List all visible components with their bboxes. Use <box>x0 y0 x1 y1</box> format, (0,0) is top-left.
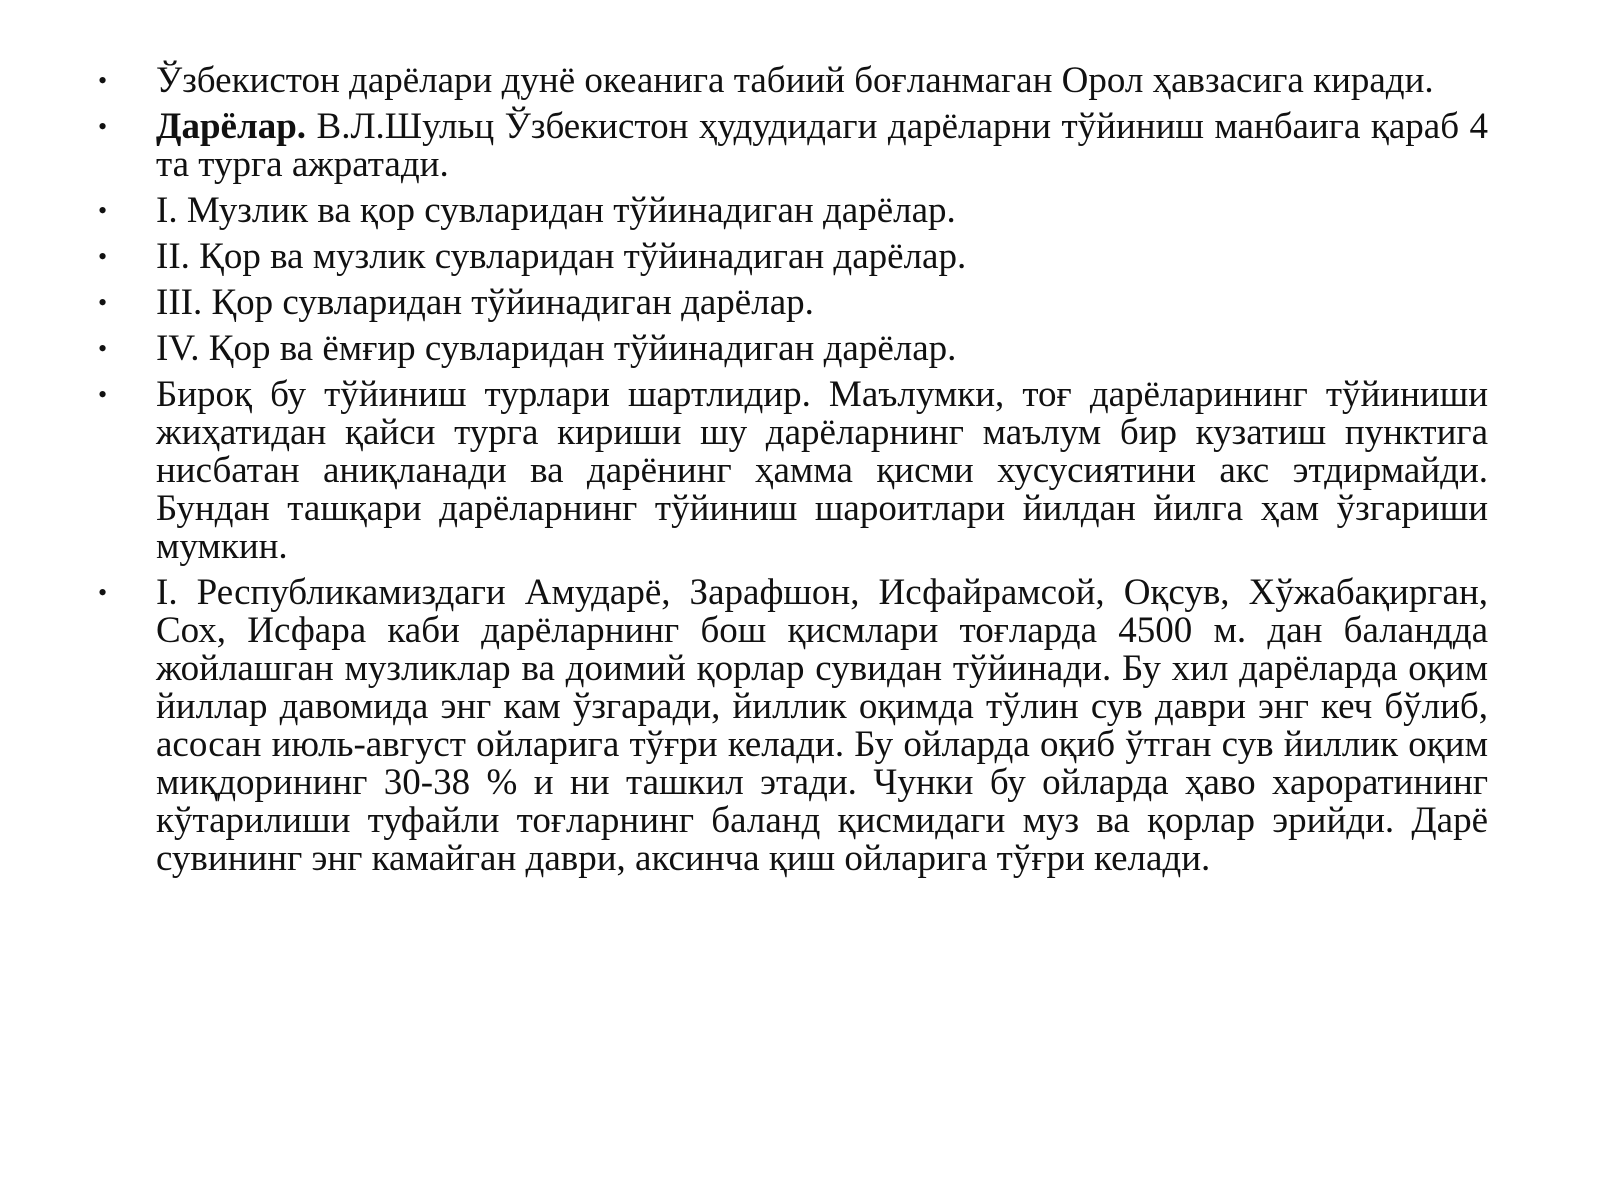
list-item-body: Ўзбекистон дарёлари дунё океанига табиий боғланмаган Орол ҳавзасига киради. <box>156 60 1434 101</box>
bullet-icon: • <box>98 112 108 141</box>
list-item <box>98 62 1488 100</box>
bullet-icon: • <box>98 196 108 225</box>
list-item-text <box>156 376 1488 566</box>
list-item <box>98 192 1488 230</box>
list-item <box>98 574 1488 878</box>
list-item <box>98 330 1488 368</box>
bullet-icon: • <box>98 66 108 95</box>
bullet-list <box>98 62 1488 878</box>
list-item <box>98 376 1488 566</box>
list-item-text <box>156 330 1488 368</box>
list-item-text <box>156 284 1488 322</box>
list-item-lead: Дарёлар. <box>156 106 307 147</box>
list-item-text <box>156 108 1488 184</box>
bullet-icon: • <box>98 578 108 607</box>
bullet-icon: • <box>98 242 108 271</box>
list-item-body: IV. Қор ва ёмғир сувларидан тўйинадиган дарёлар. <box>156 328 957 369</box>
list-item-body: II. Қор ва музлик сувларидан тўйинадиган дарёлар. <box>156 236 967 277</box>
list-item-body: Бироқ бу тўйиниш турлари шартлидир. Маълумки, тоғ дарёларининг тўйиниши жиҳатидан қайси турга кириши шу дарёларнинг маълум бир кузатиш пунктига нисбатан аниқланади ва дарёнинг ҳамма қисми хусусиятини акс этдирмайди. Бундан ташқари дарёларнинг тўйиниш шароитлари йилдан йилга ҳам ўзгариши мумкин. <box>156 374 1488 567</box>
list-item-body: III. Қор сувларидан тўйинадиган дарёлар. <box>156 282 814 323</box>
list-item <box>98 108 1488 184</box>
bullet-icon: • <box>98 334 108 363</box>
list-item <box>98 284 1488 322</box>
list-item-text <box>156 574 1488 878</box>
list-item-text <box>156 62 1488 100</box>
list-item <box>98 238 1488 276</box>
list-item-text <box>156 238 1488 276</box>
list-item-body: I. Республикамиздаги Амударё, Зарафшон, Исфайрамсой, Оқсув, Хўжабақирган, Сох, Исфара каби дарёларнинг бош қисмлари тоғларда 4500 м. дан баландда жойлашган музликлар ва доимий қорлар сувидан тўйинади. Бу хил дарёларда оқим йиллар давомида энг кам ўзгаради, йиллик оқимда тўлин сув даври энг кеч бўлиб, асосан июль-август ойларига тўғри келади. Бу ойларда оқиб ўтган сув йиллик оқим миқдорининг 30-38 % и ни ташкил этади. Чунки бу ойларда ҳаво хароратининг кўтарилиши туфайли тоғларнинг баланд қисмидаги муз ва қорлар эрийди. Дарё сувининг энг камайган даври, аксинча қиш ойларига тўғри келади. <box>156 572 1488 879</box>
list-item-body: В.Л.Шульц Ўзбекистон ҳудудидаги дарёларни тўйиниш манбаига қараб 4 та турга ажратади. <box>156 106 1488 185</box>
bullet-icon: • <box>98 380 108 409</box>
list-item-text <box>156 192 1488 230</box>
list-item-body: I. Музлик ва қор сувларидан тўйинадиган дарёлар. <box>156 190 956 231</box>
bullet-icon: • <box>98 288 108 317</box>
